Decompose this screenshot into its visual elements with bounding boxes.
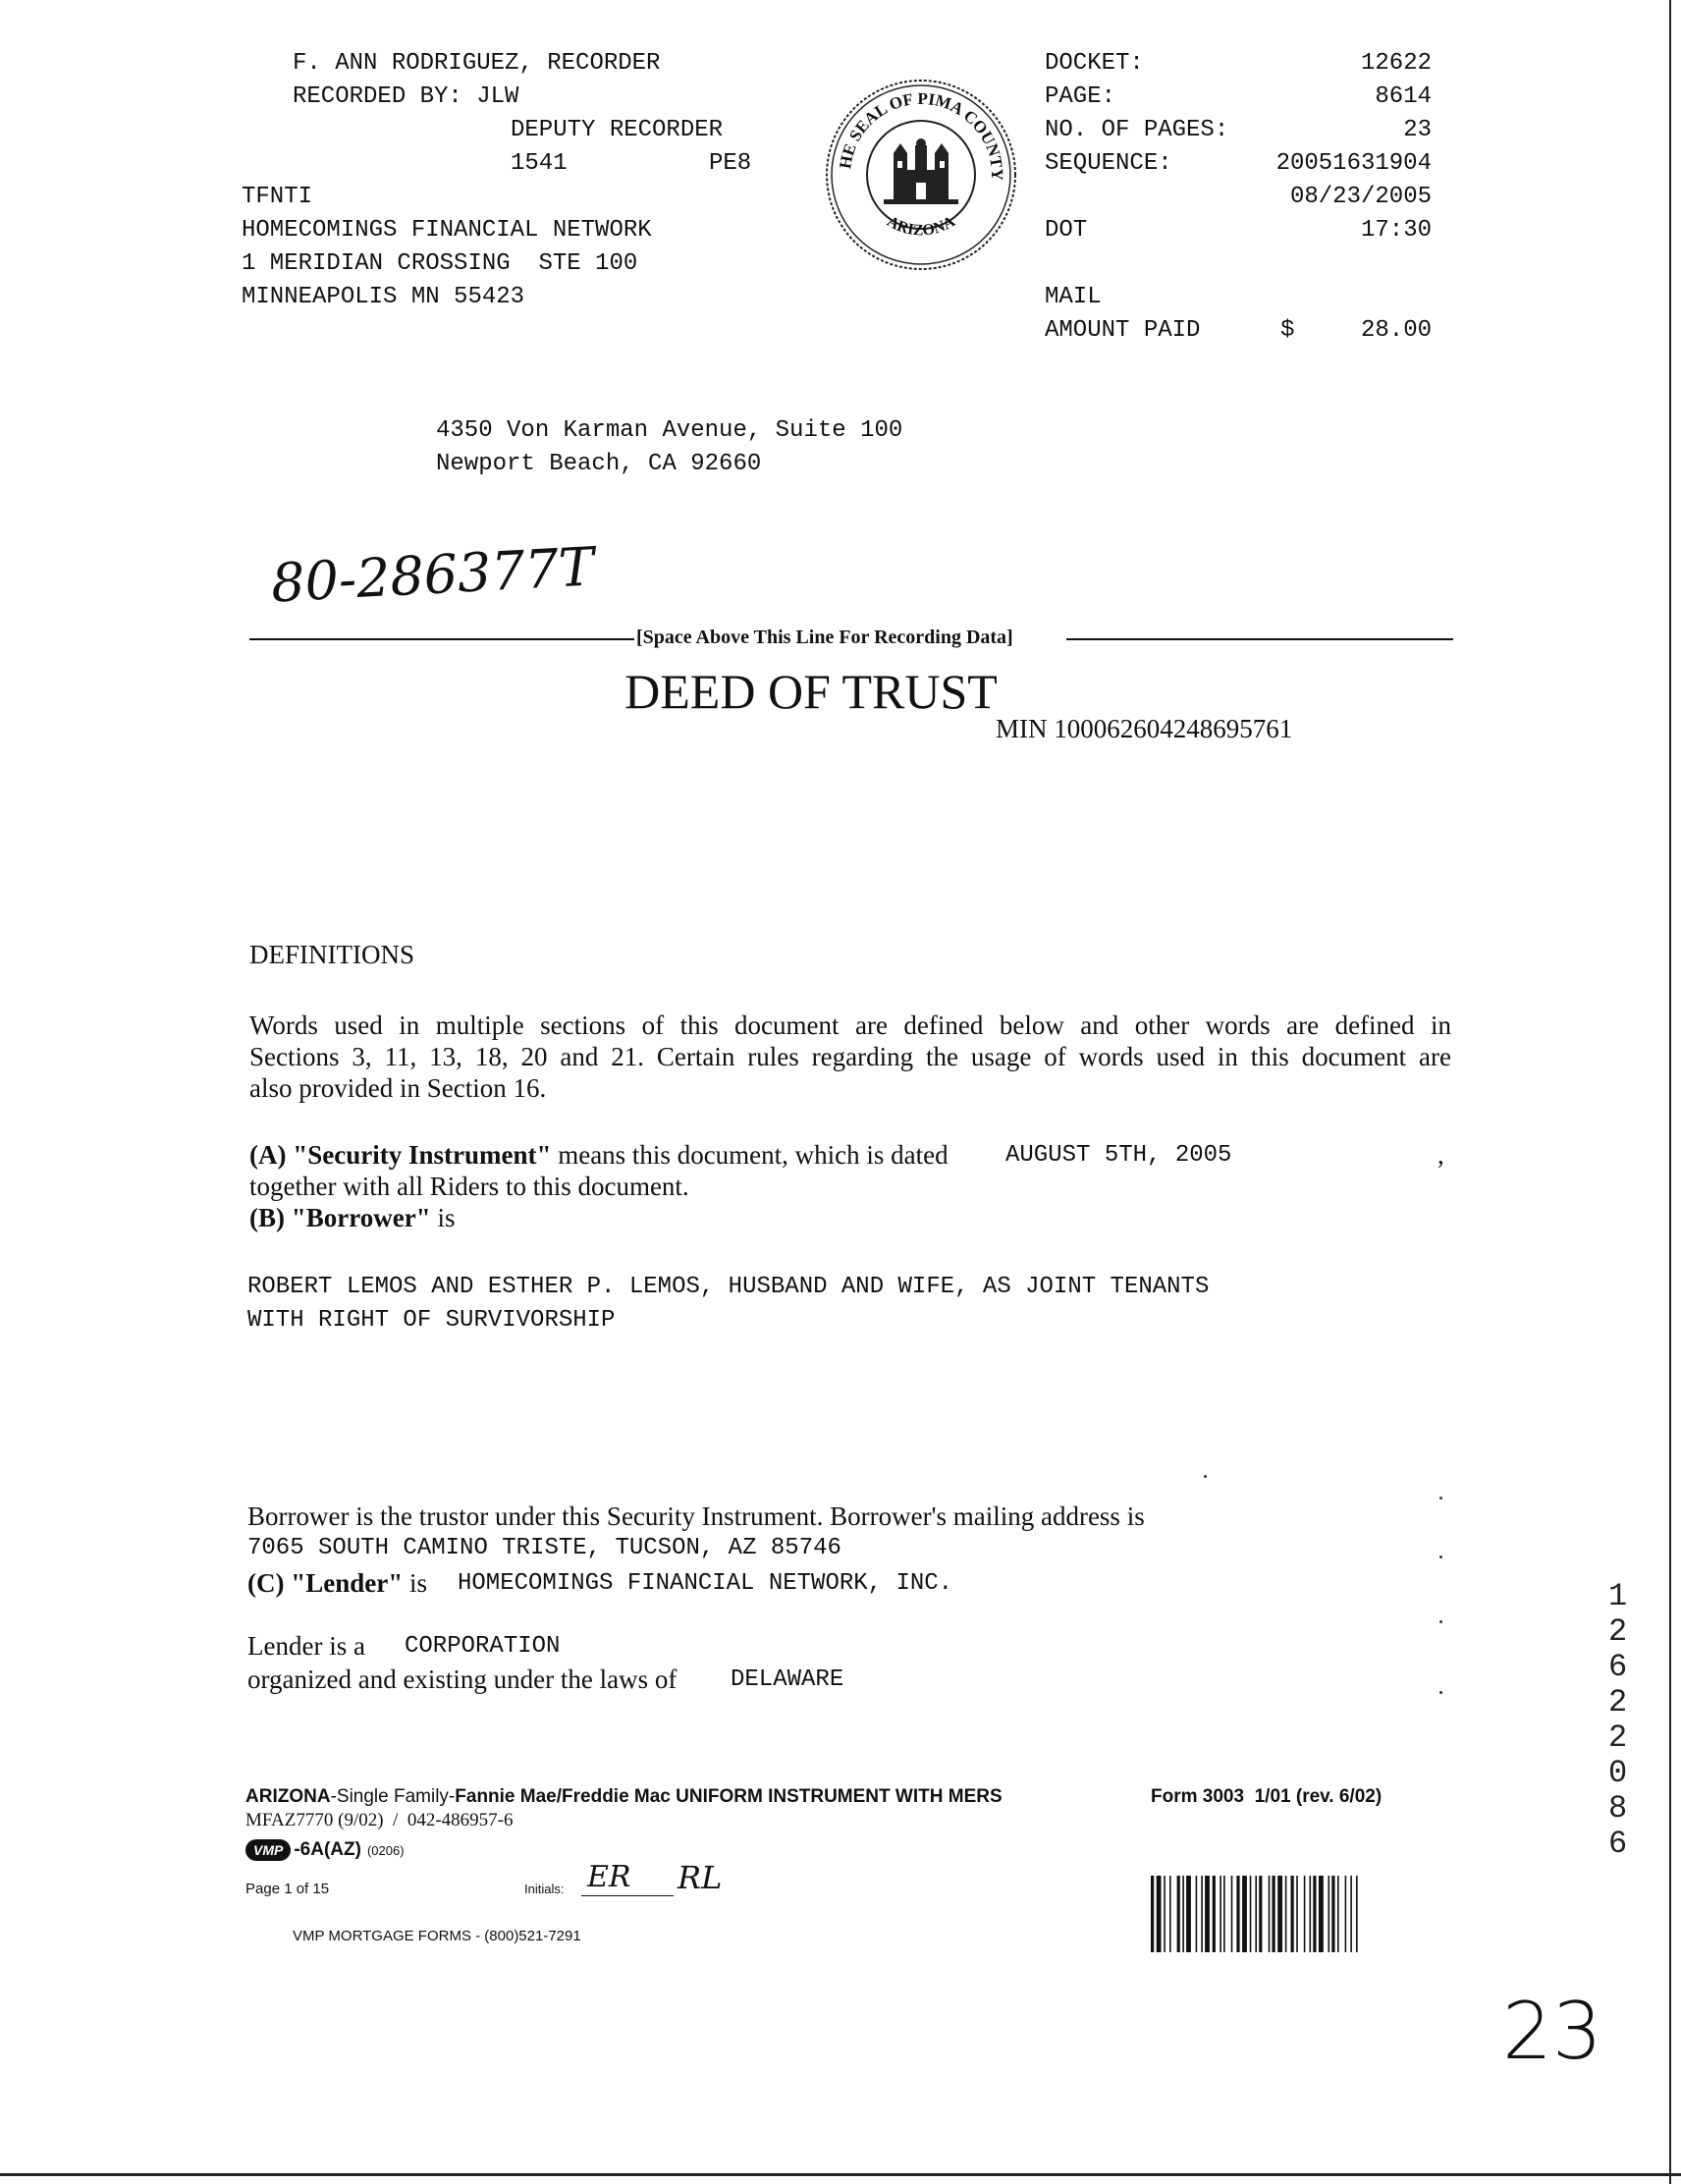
recorded-by: RECORDED BY: JLW xyxy=(293,83,519,110)
barcode-bar xyxy=(1259,1876,1262,1952)
barcode-bar xyxy=(1337,1876,1339,1952)
prepared-address-2: Newport Beach, CA 92660 xyxy=(436,451,762,477)
return-code: TFNTI xyxy=(242,184,313,210)
vmp-code-small: (0206) xyxy=(366,1842,405,1858)
barcode-bar xyxy=(1220,1876,1221,1952)
borrower-names-1: ROBERT LEMOS AND ESTHER P. LEMOS, HUSBAND AND WIFE, AS JOINT TENANTS xyxy=(247,1274,1210,1300)
barcode-bar xyxy=(1164,1876,1166,1952)
definition-a-text-2: together with all Riders to this document. xyxy=(249,1172,689,1201)
deputy-recorder: DEPUTY RECORDER xyxy=(511,117,724,143)
page-value: 8614 xyxy=(1375,83,1432,110)
definition-b xyxy=(249,1202,455,1233)
scan-speck xyxy=(1439,1620,1442,1623)
barcode-bar xyxy=(1310,1876,1312,1952)
vmp-logo: VMP xyxy=(245,1839,291,1861)
sequence-label: SEQUENCE: xyxy=(1045,150,1172,177)
barcode-bar xyxy=(1273,1876,1275,1952)
barcode-bar xyxy=(1313,1876,1316,1952)
prepared-address-1: 4350 Von Karman Avenue, Suite 100 xyxy=(436,417,903,444)
definition-c-text: is xyxy=(403,1568,427,1598)
barcode-bar xyxy=(1205,1876,1210,1952)
form-title-line xyxy=(245,1785,1003,1809)
barcode-bar xyxy=(1350,1876,1352,1952)
barcode-bar xyxy=(1277,1876,1282,1952)
lender-name: HOMECOMINGS FINANCIAL NETWORK, INC. xyxy=(458,1570,953,1597)
barcode-bar xyxy=(1319,1876,1324,1952)
vmp-code: -6A(AZ) xyxy=(294,1839,361,1860)
recorder-code-2: PE8 xyxy=(709,150,752,177)
page-info: Page 1 of 15 xyxy=(245,1881,330,1897)
scan-speck xyxy=(1439,1497,1442,1500)
organized-text: organized and existing under the laws of xyxy=(247,1665,678,1694)
recorder-code-1: 1541 xyxy=(511,150,568,177)
recorder-name: F. ANN RODRIGUEZ, RECORDER xyxy=(293,50,661,77)
initials-1: ER xyxy=(587,1860,631,1894)
document-title: DEED OF TRUST xyxy=(624,664,998,719)
page-count-handwritten: 23 xyxy=(1502,1986,1602,2077)
vmp-mortgage-forms: VMP MORTGAGE FORMS - (800)521-7291 xyxy=(293,1928,581,1944)
definition-a-label: (A) "Security Instrument" xyxy=(249,1140,552,1170)
barcode-bar xyxy=(1285,1876,1287,1952)
barcode-bar xyxy=(1356,1876,1358,1952)
side-stamp xyxy=(1608,1579,1644,1854)
barcode-bar xyxy=(1291,1876,1294,1952)
barcode-bar xyxy=(1157,1876,1162,1952)
page-bottom-border xyxy=(0,2173,1681,2176)
barcode-bar xyxy=(1296,1876,1298,1952)
form-title-instrument: Fannie Mae/Freddie Mac UNIFORM INSTRUMENT WITH MERS xyxy=(455,1786,1003,1807)
docket-label: DOCKET: xyxy=(1045,50,1144,77)
definition-a-text: means this document, which is dated xyxy=(551,1140,949,1170)
barcode-bar xyxy=(1242,1876,1247,1952)
security-instrument-date: AUGUST 5TH, 2005 xyxy=(1005,1142,1232,1169)
definition-a xyxy=(249,1139,949,1171)
docket-value: 12622 xyxy=(1360,50,1432,77)
lender-type: CORPORATION xyxy=(405,1633,561,1660)
pages-label: NO. OF PAGES: xyxy=(1045,117,1229,143)
recording-line-left xyxy=(249,638,634,640)
initials-label: Initials: xyxy=(524,1882,565,1896)
svg-text:THE SEAL OF PIMA COUNTY xyxy=(823,77,1006,181)
definitions-intro-3: also provided in Section 16. xyxy=(249,1073,547,1103)
definitions-intro-1: Words used in multiple sections of this document are defined below and other words are defined in xyxy=(249,1010,1451,1040)
vmp-code-line xyxy=(245,1836,405,1864)
barcode-bar xyxy=(1329,1876,1330,1952)
definition-a-comma: , xyxy=(1437,1140,1444,1170)
pages-value: 23 xyxy=(1403,117,1432,143)
record-time: 17:30 xyxy=(1360,217,1432,244)
barcode-bar xyxy=(1231,1876,1233,1952)
scan-speck xyxy=(1204,1475,1207,1478)
prepared-by-faint xyxy=(245,385,840,401)
scan-speck xyxy=(1439,1691,1442,1694)
amount-currency: $ xyxy=(1280,317,1295,344)
form-title-type: -Single Family- xyxy=(330,1786,456,1807)
definitions-intro-2: Sections 3, 11, 13, 18, 20 and 21. Certain rules regarding the usage of words used in this document are xyxy=(249,1042,1451,1071)
barcode-bar xyxy=(1169,1876,1171,1952)
barcode-bar xyxy=(1269,1876,1271,1952)
mfaz-code: MFAZ7770 (9/02) / 042-486957-6 xyxy=(245,1810,514,1830)
side-stamp-text: 12622 086 xyxy=(1608,1579,1628,1854)
lender-state: DELAWARE xyxy=(731,1666,844,1693)
mail-label: MAIL xyxy=(1045,284,1102,310)
page-right-border xyxy=(1669,0,1671,2184)
barcode-bar xyxy=(1186,1876,1191,1952)
trustor-text: Borrower is the trustor under this Security Instrument. Borrower's mailing address is xyxy=(247,1502,1145,1531)
barcode-bar xyxy=(1201,1876,1203,1952)
definition-c xyxy=(247,1567,427,1599)
definition-b-label: (B) "Borrower" xyxy=(249,1203,431,1232)
page-label: PAGE: xyxy=(1045,83,1116,110)
record-date: 08/23/2005 xyxy=(1289,184,1432,210)
barcode-bar xyxy=(1236,1876,1239,1952)
return-address-2: MINNEAPOLIS MN 55423 xyxy=(242,284,525,310)
min-number: MIN 100062604248695761 xyxy=(996,714,1293,743)
barcode-bar xyxy=(1255,1876,1257,1952)
definition-b-text: is xyxy=(430,1203,456,1232)
barcode xyxy=(1149,1876,1443,1954)
form-title-state: ARIZONA xyxy=(245,1786,331,1807)
seal-top-text: HE SEAL OF PIMA COUNTY xyxy=(836,88,1007,181)
lender-is-a: Lender is a xyxy=(247,1631,365,1661)
seal-bottom-text: ARIZONA xyxy=(884,213,958,240)
definitions-heading: DEFINITIONS xyxy=(249,940,414,969)
sequence-value: 20051631904 xyxy=(1275,150,1432,177)
recording-line-right xyxy=(1066,638,1453,640)
barcode-bar xyxy=(1250,1876,1252,1952)
definition-c-label: (C) "Lender" xyxy=(247,1568,404,1598)
svg-text:ARIZONA xyxy=(884,213,958,240)
recording-line-label: [Space Above This Line For Recording Data] xyxy=(636,627,1013,648)
dot-label: DOT xyxy=(1045,217,1088,244)
borrower-names-2: WITH RIGHT OF SURVIVORSHIP xyxy=(247,1307,616,1334)
return-address-1: 1 MERIDIAN CROSSING STE 100 xyxy=(242,250,638,277)
barcode-bar xyxy=(1196,1876,1198,1952)
seal-graphic xyxy=(823,77,1019,273)
scan-speck xyxy=(1439,1556,1442,1558)
barcode-bar xyxy=(1304,1876,1306,1952)
handwritten-ref: 80-286377T xyxy=(269,535,596,615)
borrower-address: 7065 SOUTH CAMINO TRISTE, TUCSON, AZ 85746 xyxy=(247,1535,841,1561)
barcode-bar xyxy=(1223,1876,1225,1952)
amount-value: 28.00 xyxy=(1360,317,1432,344)
county-seal xyxy=(823,77,1019,273)
form-number: Form 3003 1/01 (rev. 6/02) xyxy=(1151,1786,1383,1807)
barcode-bar xyxy=(1177,1876,1180,1952)
barcode-bar xyxy=(1182,1876,1184,1952)
return-name: HOMECOMINGS FINANCIAL NETWORK xyxy=(242,217,652,244)
barcode-bar xyxy=(1151,1876,1154,1952)
barcode-bar xyxy=(1331,1876,1334,1952)
amount-label: AMOUNT PAID xyxy=(1045,317,1201,344)
barcode-bar xyxy=(1345,1876,1347,1952)
initials-2: RL xyxy=(678,1859,723,1896)
initials-underline xyxy=(581,1895,674,1896)
barcode-bar xyxy=(1213,1876,1216,1952)
